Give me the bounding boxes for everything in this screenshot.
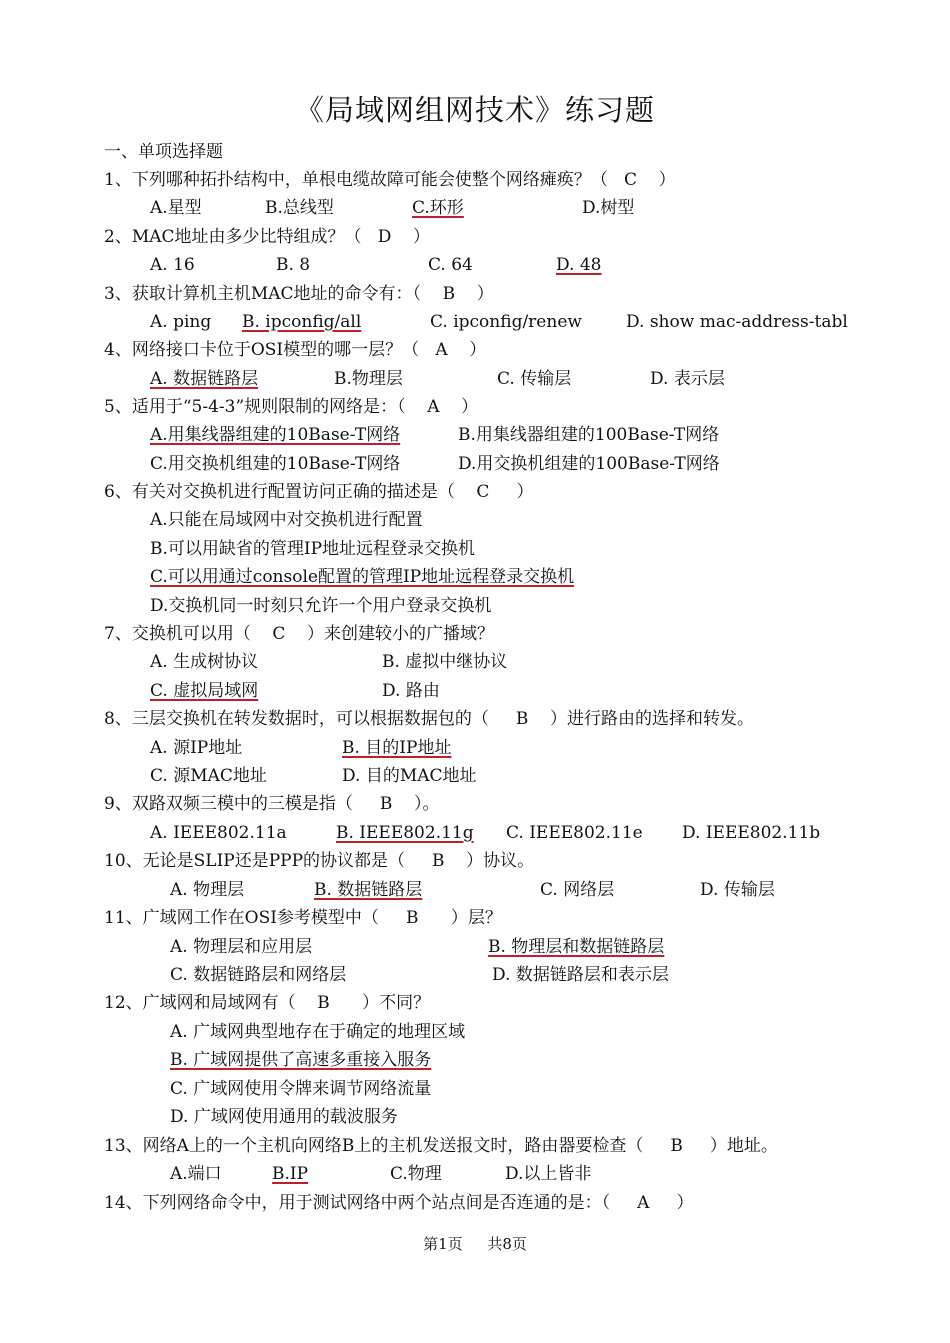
option: A. 源IP地址 xyxy=(150,738,243,758)
option: B. 8 xyxy=(276,255,311,275)
question-text: 4、网络接口卡位于OSI模型的哪一层？（ A ） xyxy=(104,340,487,360)
option-correct: C. 虚拟局域网 xyxy=(150,681,259,701)
option: A. 广域网典型地存在于确定的地理区域 xyxy=(170,1022,466,1042)
question-text: 9、双路双频三模中的三模是指（ B ）。 xyxy=(104,794,440,814)
option: C. 源MAC地址 xyxy=(150,766,267,786)
question-text: 7、交换机可以用（ C ）来创建较小的广播域？ xyxy=(104,624,495,644)
option: A. ping xyxy=(150,312,212,332)
question-text: 6、有关对交换机进行配置访问正确的描述是（ C ） xyxy=(104,482,534,502)
option: C. 传输层 xyxy=(497,369,572,389)
option-correct: B. 数据链路层 xyxy=(314,880,423,900)
option: D.交换机同一时刻只允许一个用户登录交换机 xyxy=(150,596,492,616)
option: D.以上皆非 xyxy=(505,1164,592,1184)
option: C. 数据链路层和网络层 xyxy=(170,965,347,985)
option: A.只能在局域网中对交换机进行配置 xyxy=(150,510,423,530)
question-text: 5、适用于“5-4-3”规则限制的网络是：（ A ） xyxy=(104,397,479,417)
option: C. IEEE802.11e xyxy=(506,823,643,843)
option: A. IEEE802.11a xyxy=(150,823,287,843)
page-footer xyxy=(0,1233,950,1254)
option: B. 虚拟中继协议 xyxy=(382,652,508,672)
page-number: 第1页 xyxy=(423,1235,463,1253)
option: C.物理 xyxy=(390,1164,442,1184)
option: D.树型 xyxy=(582,198,635,218)
option-correct: D. 48 xyxy=(556,255,602,275)
option-correct: B. IEEE802.11g xyxy=(336,823,474,843)
option: B.物理层 xyxy=(334,369,403,389)
option-correct: A. 数据链路层 xyxy=(150,369,259,389)
option: A. 16 xyxy=(150,255,195,275)
option: B.用集线器组建的100Base-T网络 xyxy=(458,425,720,445)
question-text: 3、获取计算机主机MAC地址的命令有：（ B ） xyxy=(104,284,494,304)
section-heading: 一、单项选择题 xyxy=(104,142,223,162)
option: D. 目的MAC地址 xyxy=(342,766,477,786)
option: C. 64 xyxy=(428,255,473,275)
page-title: 《局域网组网技术》练习题 xyxy=(294,93,655,127)
option-correct: C.可以用通过console配置的管理IP地址远程登录交换机 xyxy=(150,567,575,587)
question-text: 12、广域网和局域网有（ B ）不同？ xyxy=(104,993,431,1013)
option-correct: A.用集线器组建的10Base-T网络 xyxy=(150,425,401,445)
option-correct: B. ipconfig/all xyxy=(242,312,362,332)
question-text: 14、下列网络命令中，用于测试网络中两个站点间是否连通的是：（ A ） xyxy=(104,1193,694,1213)
option: A. 物理层和应用层 xyxy=(170,937,313,957)
option: D. show mac-address-tabl xyxy=(626,312,848,332)
option: A. 生成树协议 xyxy=(150,652,259,672)
page-total: 共8页 xyxy=(487,1235,527,1253)
option: A.端口 xyxy=(170,1164,222,1184)
question-text: 8、三层交换机在转发数据时，可以根据数据包的（ B ）进行路由的选择和转发。 xyxy=(104,709,754,729)
question-text: 13、网络A上的一个主机向网络B上的主机发送报文时，路由器要检查（ B ）地址。 xyxy=(104,1136,778,1156)
question-text: 10、无论是SLIP还是PPP的协议都是（ B ）协议。 xyxy=(104,851,535,871)
option-correct: C.环形 xyxy=(412,198,464,218)
option: D. 传输层 xyxy=(700,880,775,900)
option: D. IEEE802.11b xyxy=(682,823,821,843)
option: D. 路由 xyxy=(382,681,440,701)
option: C. 广域网使用令牌来调节网络流量 xyxy=(170,1079,432,1099)
option-correct: B.IP xyxy=(272,1164,309,1184)
option: A.星型 xyxy=(150,198,202,218)
option-correct: B. 目的IP地址 xyxy=(342,738,452,758)
option: B.可以用缺省的管理IP地址远程登录交换机 xyxy=(150,539,476,559)
option: D. 表示层 xyxy=(650,369,725,389)
option: B.总线型 xyxy=(265,198,334,218)
option: D. 广域网使用通用的载波服务 xyxy=(170,1107,398,1127)
option-correct: B. 物理层和数据链路层 xyxy=(488,937,665,957)
question-text: 2、MAC地址由多少比特组成？（ D ） xyxy=(104,227,430,247)
option: C. 网络层 xyxy=(540,880,615,900)
question-text: 1、下列哪种拓扑结构中，单根电缆故障可能会使整个网络瘫痪？（ C ） xyxy=(104,170,676,190)
option: D. 数据链路层和表示层 xyxy=(492,965,669,985)
option: C.用交换机组建的10Base-T网络 xyxy=(150,454,401,474)
option: C. ipconfig/renew xyxy=(430,312,582,332)
option: A. 物理层 xyxy=(170,880,245,900)
question-text: 11、广域网工作在OSI参考模型中（ B ）层？ xyxy=(104,908,502,928)
option: D.用交换机组建的100Base-T网络 xyxy=(458,454,720,474)
option-correct: B. 广域网提供了高速多重接入服务 xyxy=(170,1050,432,1070)
